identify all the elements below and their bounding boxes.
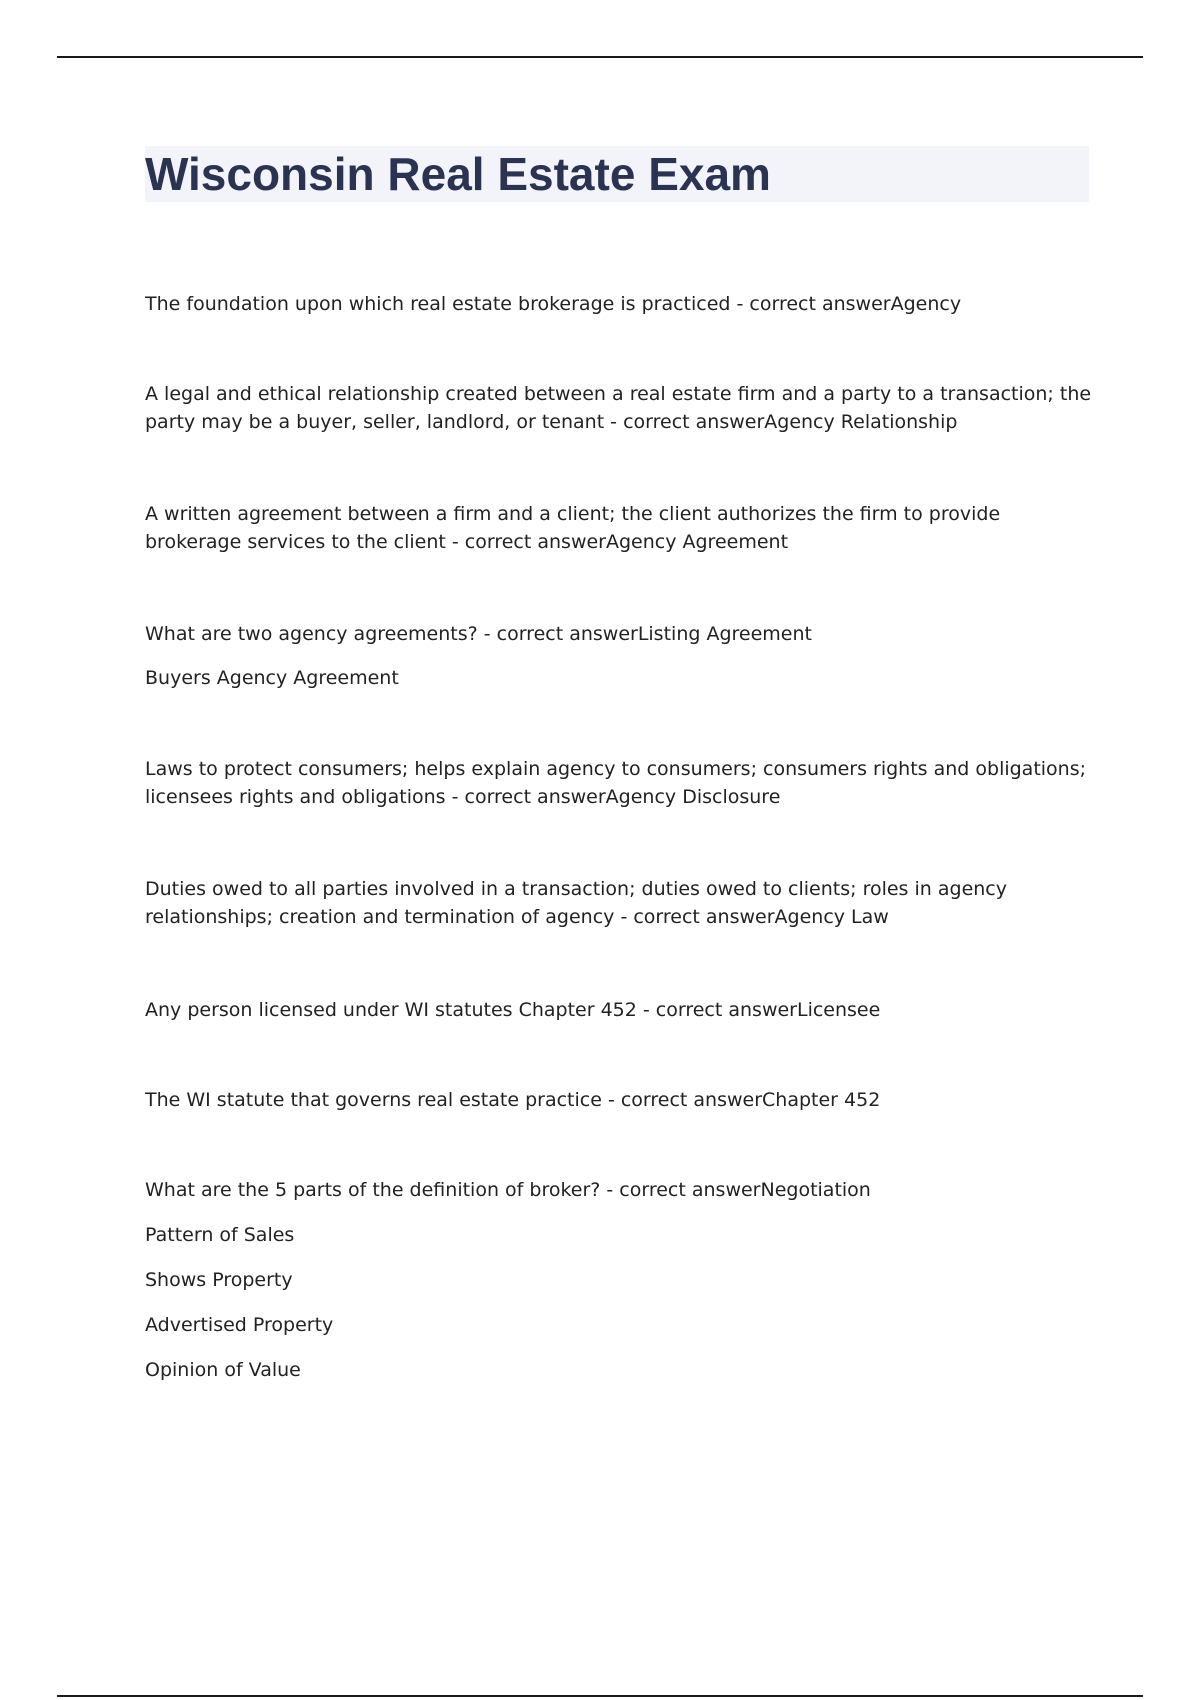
document-title: Wisconsin Real Estate Exam	[145, 148, 771, 200]
qa-extra-line: Buyers Agency Agreement	[145, 667, 399, 689]
qa-extra-line: Advertised Property	[145, 1314, 334, 1336]
qa-extra-line: Opinion of Value	[145, 1359, 301, 1381]
qa-text: A written agreement between a firm and a client; the client authorizes the firm to provide brokerage services to the client - correct answerAgency Agreement	[145, 503, 1001, 553]
qa-text: What are two agency agreements? - correct answerListing Agreement	[145, 623, 812, 645]
qa-item	[145, 620, 812, 692]
top-rule	[57, 56, 1143, 58]
qa-text: Any person licensed under WI statutes Chapter 452 - correct answerLicensee	[145, 999, 881, 1021]
qa-text: The foundation upon which real estate brokerage is practiced - correct answerAgency	[145, 293, 962, 315]
qa-item	[145, 1176, 871, 1384]
qa-item	[145, 380, 1095, 436]
qa-item	[145, 755, 1095, 811]
qa-text: Laws to protect consumers; helps explain agency to consumers; consumers rights and obligations; licensees rights and obligations - correct answerAgency Disclosure	[145, 758, 1087, 808]
qa-extra-line: Shows Property	[145, 1269, 293, 1291]
qa-item	[145, 290, 961, 318]
bottom-rule	[57, 1695, 1143, 1697]
qa-extra-line: Pattern of Sales	[145, 1224, 295, 1246]
qa-item	[145, 875, 1095, 931]
qa-text: Duties owed to all parties involved in a transaction; duties owed to clients; roles in agency relationships; creation and termination of agency - correct answerAgency Law	[145, 878, 1007, 928]
qa-item	[145, 500, 1095, 556]
qa-text: A legal and ethical relationship created between a real estate firm and a party to a transaction; the party may be a buyer, seller, landlord, or tenant - correct answerAgency Relationship	[145, 383, 1092, 433]
qa-item	[145, 1086, 880, 1114]
qa-text: What are the 5 parts of the definition of broker? - correct answerNegotiation	[145, 1179, 871, 1201]
qa-item	[145, 996, 880, 1024]
qa-text: The WI statute that governs real estate practice - correct answerChapter 452	[145, 1089, 881, 1111]
